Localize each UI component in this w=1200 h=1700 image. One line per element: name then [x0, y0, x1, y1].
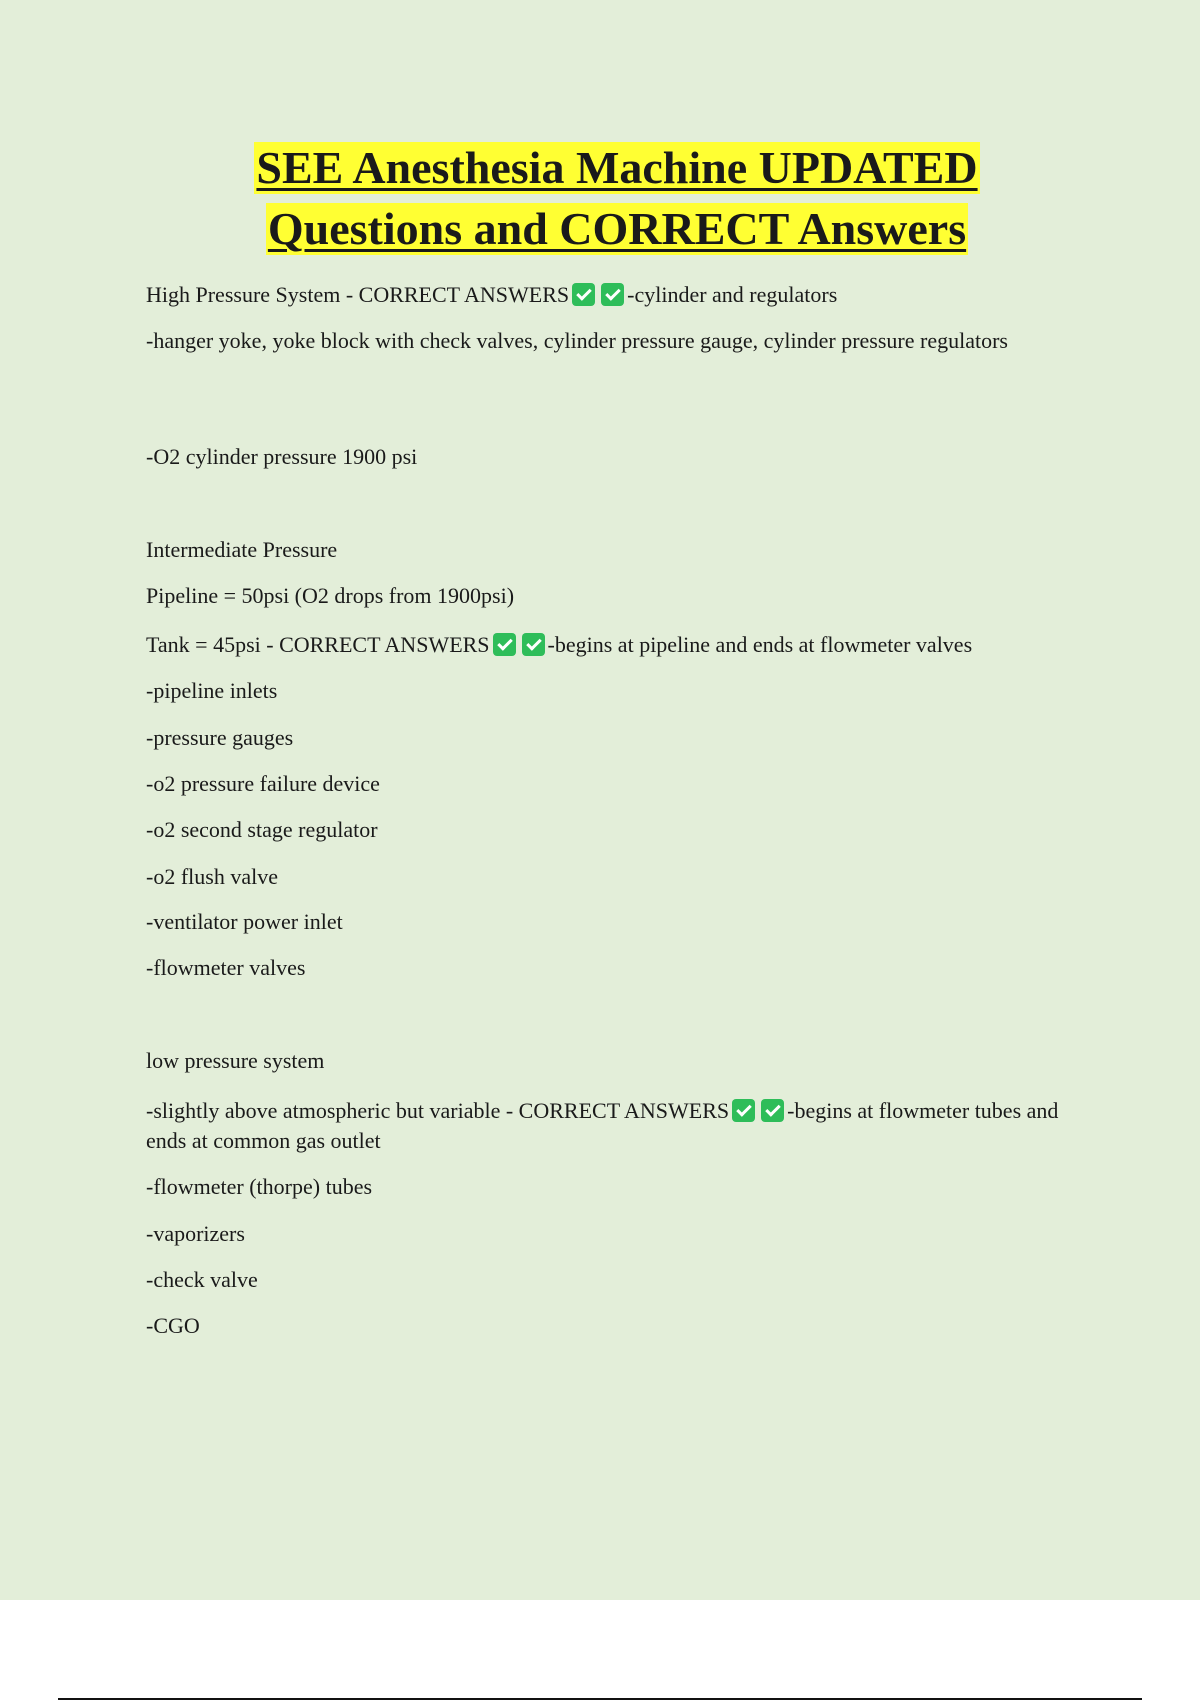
section-heading-intermediate: Intermediate Pressure — [146, 537, 338, 562]
title-line-2: Questions and CORRECT Answers — [267, 203, 967, 254]
list-item: -ventilator power inlet — [146, 909, 343, 934]
list-item: -flowmeter (thorpe) tubes — [146, 1174, 373, 1199]
list-item: -flowmeter valves — [146, 955, 306, 980]
title-line-1: SEE Anesthesia Machine UPDATED — [256, 142, 978, 193]
text-line: -hanger yoke, yoke block with check valves, cylinder pressure gauge, cylinder pressure regulators — [146, 328, 1008, 353]
text-line: -O2 cylinder pressure 1900 psi — [146, 444, 418, 469]
list-item: -o2 pressure failure device — [146, 771, 380, 796]
check-mark-icon — [522, 633, 545, 656]
list-item: -pressure gauges — [146, 725, 294, 750]
qa-line-tank: Tank = 45psi - CORRECT ANSWERS -begins at pipeline and ends at flowmeter valves — [146, 632, 973, 657]
check-mark-icon — [493, 633, 516, 656]
document-title — [0, 142, 1200, 264]
list-item: -o2 flush valve — [146, 864, 278, 889]
list-item: -CGO — [146, 1313, 200, 1338]
list-item: -check valve — [146, 1267, 258, 1292]
text-line: Pipeline = 50psi (O2 drops from 1900psi) — [146, 583, 515, 608]
section-heading-low-pressure: low pressure system — [146, 1048, 325, 1073]
qa-line-high-pressure: High Pressure System - CORRECT ANSWERS -cylinder and regulators — [146, 282, 838, 307]
list-item: -o2 second stage regulator — [146, 817, 378, 842]
check-mark-icon — [761, 1099, 784, 1122]
qa-line-low-pressure: -slightly above atmospheric but variable - CORRECT ANSWERS -begins at flowmeter tubes and ends at common gas outlet — [146, 1098, 1059, 1153]
check-mark-icon — [572, 283, 595, 306]
check-mark-icon — [732, 1099, 755, 1122]
list-item: -pipeline inlets — [146, 678, 278, 703]
check-mark-icon — [601, 283, 624, 306]
list-item: -vaporizers — [146, 1221, 245, 1246]
